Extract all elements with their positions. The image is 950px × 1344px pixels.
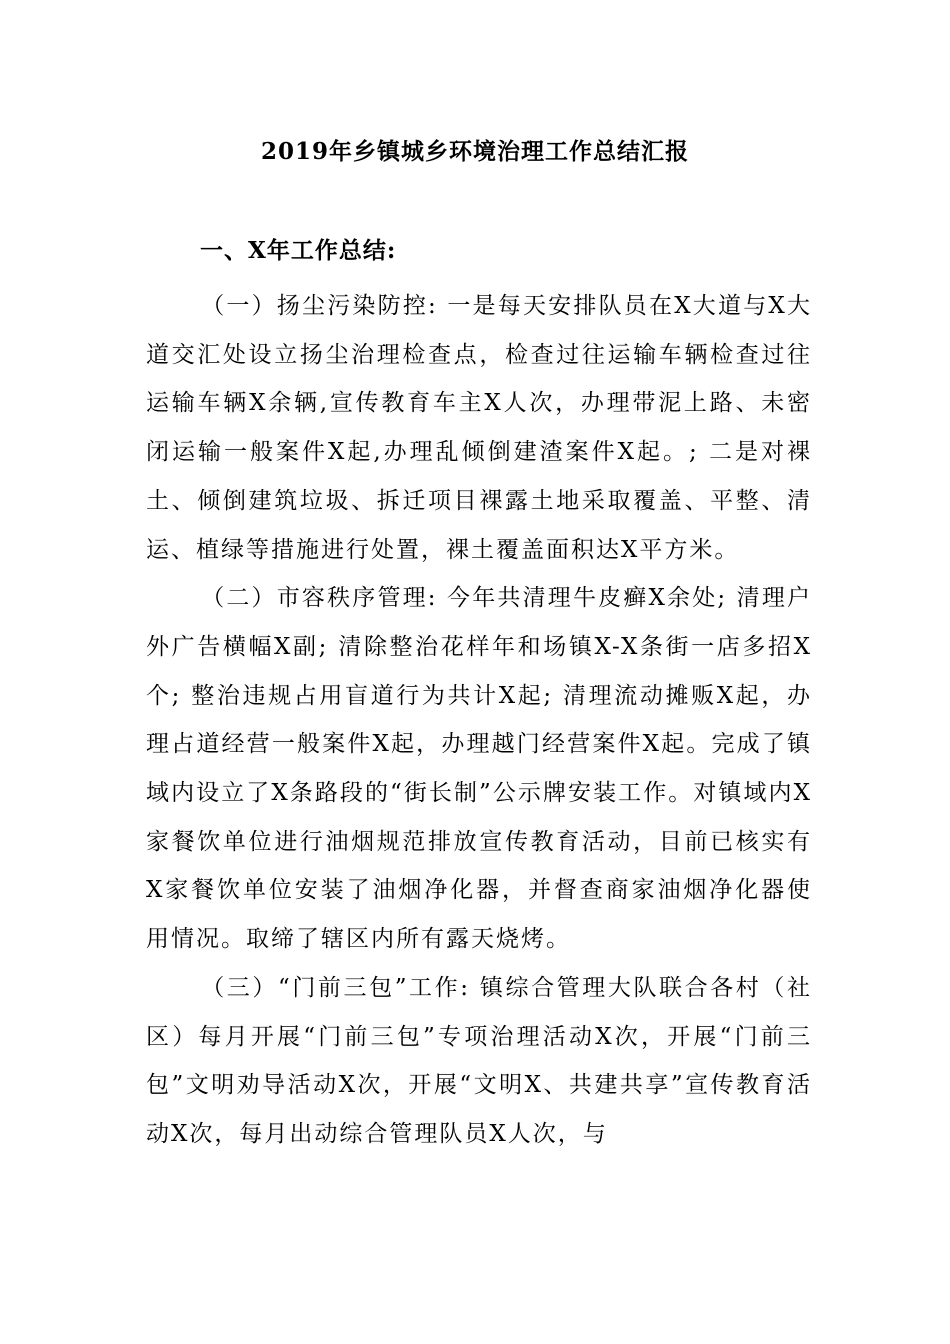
paragraph-storefront-responsibility: （三）“门前三包”工作: 镇综合管理大队联合各村（社区）每月开展“门前三包”专项治理活动X次，开展“门前三包”文明劝导活动X次，开展“文明X、共建共享”宣传教育活动X次，每月出动综合管理队员X人次，与 xyxy=(146,974,812,1147)
paragraph-city-order: （二）市容秩序管理: 今年共清理牛皮癣X余处; 清理户外广告横幅X副; 清除整治花样年和场镇X-X条街一店多招X个; 整治违规占用盲道行为共计X起; 清理流动摊贩X起，办理占道经营一般案件X起，办理越门经营案件X起。完成了镇域内设立了X条路段的“街长制”公示牌安装工作。对镇域内X家餐饮单位进行油烟规范排放宣传教育活动，目前已核实有X家餐饮单位安装了油烟净化器，并督查商家油烟净化器使用情况。取缔了辖区内所有露天烧烤。 xyxy=(146,585,812,953)
paragraph-dust-control: （一）扬尘污染防控: 一是每天安排队员在X大道与X大道交汇处设立扬尘治理检查点，检查过往运输车辆检查过往运输车辆X余辆,宣传教育车主X人次，办理带泥上路、未密闭运输一般案件X起,办理乱倾倒建渣案件X起。; 二是对裸土、倾倒建筑垃圾、拆迁项目裸露土地采取覆盖、平整、清运、植绿等措施进行处置，裸土覆盖面积达X平方米。 xyxy=(146,293,812,563)
section-heading: 一、X年工作总结: xyxy=(200,237,397,264)
document-body xyxy=(146,282,812,1159)
document-title: 2019年乡镇城乡环境治理工作总结汇报 xyxy=(260,138,689,165)
